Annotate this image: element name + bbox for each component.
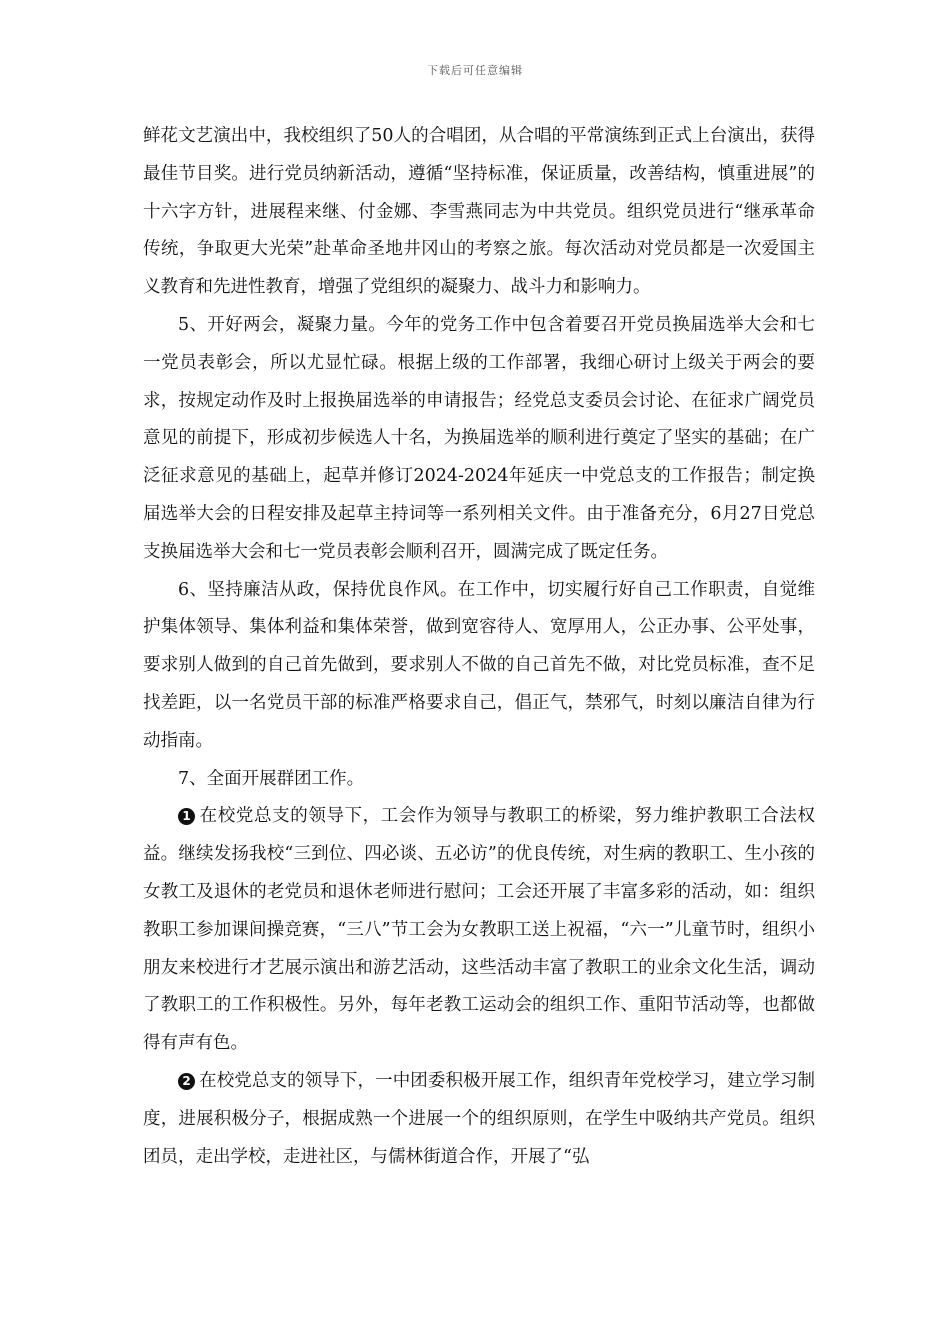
header-note: 下载后可任意编辑 [427, 64, 523, 77]
paragraph-6-text: 在校党总支的领导下，一中团委积极开展工作，组织青年党校学习，建立学习制度，进展积极分子，根据成熟一个进展一个的组织原则，在学生中吸纳共产党员。组织团员，走出学校，走进社区，与儒林街道合作，开展了“弘 [143, 1070, 815, 1167]
paragraph-2: 5、开好两会，凝聚力量。今年的党务工作中包含着要召开党员换届选举大会和七一党员表彰会，所以尤显忙碌。根据上级的工作部署，我细心研讨上级关于两会的要求，按规定动作及时上报换届选举的申请报告；经党总支委员会讨论、在征求广阔党员意见的前提下，形成初步候选人十名，为换届选举的顺利进行奠定了坚实的基础；在广泛征求意见的基础上，起草并修订2024-2024年延庆一中党总支的工作报告；制定换届选举大会的日程安排及起草主持词等一系列相关文件。由于准备充分，6月27日党总支换届选举大会和七一党员表彰会顺利召开，圆满完成了既定任务。 [143, 314, 815, 562]
circled-number-1-icon: 1 [178, 808, 195, 825]
paragraph-4: 7、全面开展群团工作。 [178, 768, 365, 789]
circled-number-2-icon: 2 [178, 1073, 195, 1090]
paragraph-1: 鲜花文艺演出中，我校组织了50人的合唱团，从合唱的平常演练到正式上台演出，获得最佳节目奖。进行党员纳新活动，遵循“坚持标准，保证质量，改善结构，慎重进展”的十六字方针，进展程来继、付金娜、李雪燕同志为中共党员。组织党员进行“继承革命传统，争取更大光荣”赴革命圣地井冈山的考察之旅。每次活动对党员都是一次爱国主义教育和先进性教育，增强了党组织的凝聚力、战斗力和影响力。 [143, 126, 815, 298]
paragraph-5 [143, 798, 815, 1063]
paragraph-5-text: 在校党总支的领导下，工会作为领导与教职工的桥梁，努力维护教职工合法权益。继续发扬我校“三到位、四必谈、五必访”的优良传统，对生病的教职工、生小孩的女教工及退休的老党员和退休老师进行慰问；工会还开展了丰富多彩的活动，如：组织教职工参加课间操竞赛，“三八”节工会为女教职工送上祝福，“六一”儿童节时，组织小朋友来校进行才艺展示演出和游艺活动，这些活动丰富了教职工的业余文化生活，调动了教职工的工作积极性。另外，每年老教工运动会的组织工作、重阳节活动等，也都做得有声有色。 [143, 806, 815, 1054]
paragraph-3: 6、坚持廉洁从政，保持优良作风。在工作中，切实履行好自己工作职责，自觉维护集体领导、集体利益和集体荣誉，做到宽容待人、宽厚用人，公正办事、公平处事，要求别人做到的自己首先做到，要求别人不做的自己首先不做，对比党员标准，查不足找差距，以一名党员干部的标准严格要求自己，倡正气，禁邪气，时刻以廉洁自律为行动指南。 [143, 579, 815, 751]
document-body [143, 118, 815, 1176]
paragraph-6 [143, 1063, 815, 1176]
